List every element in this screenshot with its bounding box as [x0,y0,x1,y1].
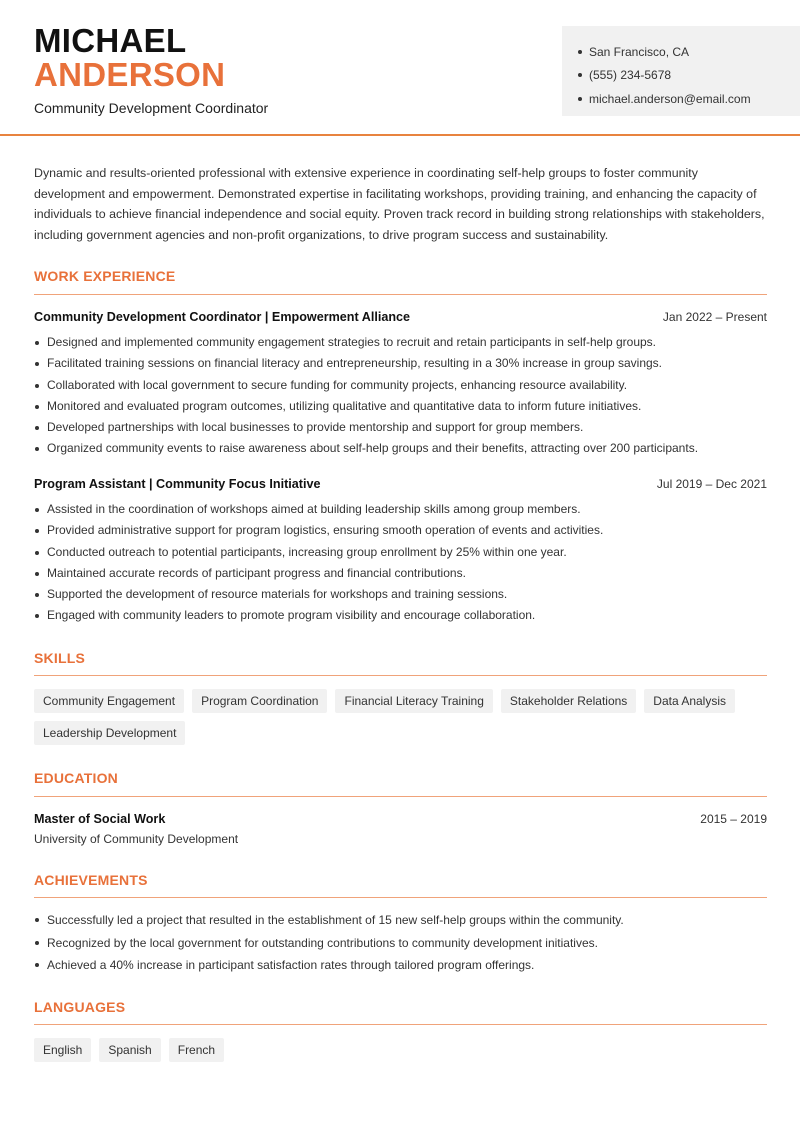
list-item: Assisted in the coordination of workshops aimed at building leadership skills among group members. [34,499,774,520]
list-item: Facilitated training sessions on financial literacy and entrepreneurship, resulting in a 30% increase in group savings. [34,353,774,374]
section-divider [34,796,767,797]
list-item: Successfully led a project that resulted in the establishment of 15 new self-help groups within the community. [34,909,774,932]
job-heading-2: Program Assistant | Community Focus Initiative [34,477,321,491]
job-dates-2: Jul 2019 – Dec 2021 [656,477,767,491]
bullet-icon [578,50,582,54]
list-item: Engaged with community leaders to promote program visibility and encourage collaboration. [34,605,774,626]
list-item: Achieved a 40% increase in participant satisfaction rates through tailored program offerings. [34,954,774,977]
language-tag: Spanish [99,1038,160,1062]
job-dates-1: Jan 2022 – Present [662,310,767,324]
skill-tag: Financial Literacy Training [335,689,492,713]
skills-list [34,689,774,753]
job-role: Community Development Coordinator [34,100,269,116]
list-item: Supported the development of resource materials for workshops and training sessions. [34,584,774,605]
skill-tag: Community Engagement [34,689,184,713]
section-title-languages: LANGUAGES [34,999,126,1015]
location-text: San Francisco, CA [589,44,690,59]
email-text: michael.anderson@email.com [589,91,751,106]
job-bullets-1 [34,332,774,460]
contact-box [562,26,800,116]
bullet-icon [578,73,582,77]
section-title-work: WORK EXPERIENCE [34,268,176,284]
education-school: University of Community Development [34,832,239,846]
resume-header [0,0,800,136]
education-dates: 2015 – 2019 [700,812,767,826]
list-item: Collaborated with local government to secure funding for community projects, enhancing resource availability. [34,375,774,396]
section-title-achievements: ACHIEVEMENTS [34,872,148,888]
language-tag: English [34,1038,91,1062]
languages-list [34,1038,774,1070]
last-name: ANDERSON [34,56,226,93]
language-tag: French [169,1038,224,1062]
list-item: Designed and implemented community engagement strategies to recruit and retain participants in self-help groups. [34,332,774,353]
skill-tag: Data Analysis [644,689,735,713]
job-heading-1: Community Development Coordinator | Empowerment Alliance [34,310,411,324]
section-divider [34,1024,767,1025]
list-item: Maintained accurate records of participant progress and financial contributions. [34,563,774,584]
job-bullets-2 [34,499,774,627]
list-item: Developed partnerships with local businesses to provide mentorship and support for group members. [34,417,774,438]
contact-email [578,87,800,111]
section-title-skills: SKILLS [34,650,85,666]
education-degree: Master of Social Work [34,812,166,826]
bullet-icon [578,97,582,101]
list-item: Provided administrative support for program logistics, ensuring smooth operation of events and activities. [34,520,774,541]
skill-tag: Stakeholder Relations [501,689,636,713]
section-title-education: EDUCATION [34,770,118,786]
list-item: Conducted outreach to potential participants, increasing group enrollment by 25% within one year. [34,542,774,563]
section-divider [34,675,767,676]
contact-phone [578,64,800,88]
section-divider [34,897,767,898]
list-item: Organized community events to raise awareness about self-help groups and their benefits, attracting over 200 participants. [34,438,774,459]
skill-tag: Program Coordination [192,689,327,713]
phone-text: (555) 234-5678 [589,68,672,83]
first-name: MICHAEL [34,22,187,59]
contact-location [578,40,800,64]
section-divider [34,294,767,295]
skill-tag: Leadership Development [34,721,185,745]
list-item: Monitored and evaluated program outcomes, utilizing qualitative and quantitative data to inform future initiatives. [34,396,774,417]
achievements-list [34,909,774,977]
list-item: Recognized by the local government for outstanding contributions to community development initiatives. [34,932,774,955]
professional-summary: Dynamic and results-oriented professional with extensive experience in coordinating self-help groups to foster community development and empowerment. Demonstrated expertise in facilitating workshops, providing training, and enhancing the capacity of individuals to achieve financial independence and social equity. Proven track record in building strong relationships with stakeholders, including government agencies and non-profit organizations, to drive program success and sustainability. [34,166,765,242]
